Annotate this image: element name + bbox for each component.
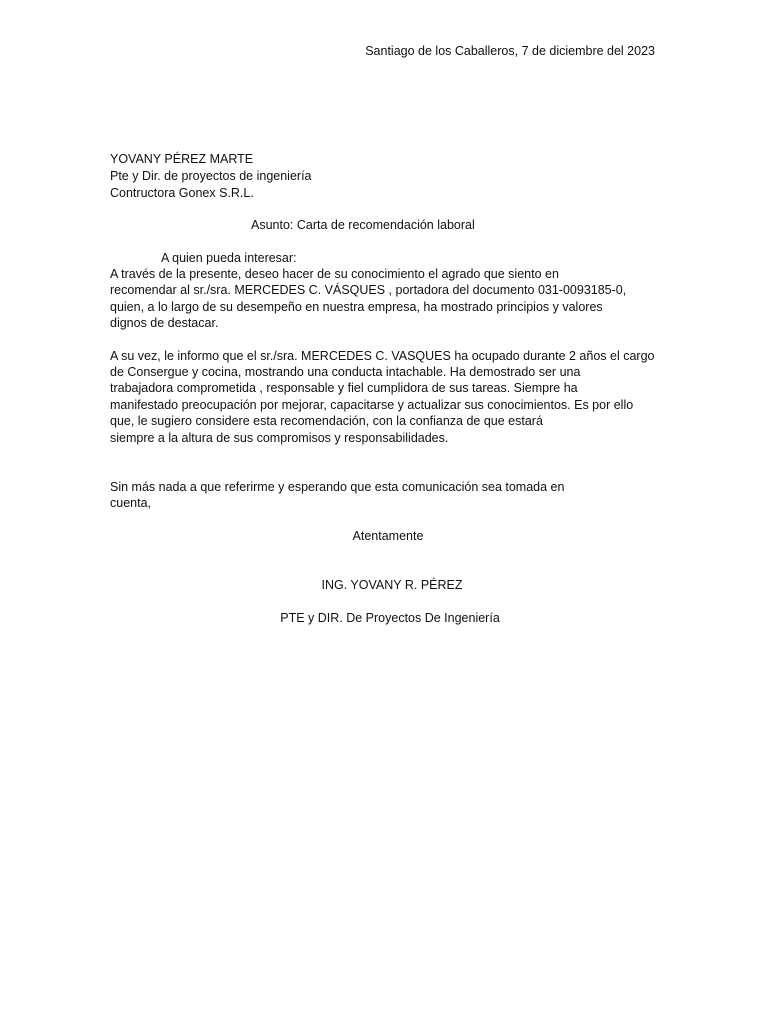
paragraph-line: que, le sugiero considere esta recomendación, con la confianza de que estará (110, 414, 543, 428)
paragraph-line: Sin más nada a que referirme y esperando que esta comunicación sea tomada en (110, 480, 565, 494)
recipient-position: Pte y Dir. de proyectos de ingeniería (110, 169, 312, 183)
recipient-company: Contructora Gonex S.R.L. (110, 186, 254, 200)
paragraph-line: siempre a la altura de sus compromisos y responsabilidades. (110, 431, 449, 445)
paragraph-line: quien, a lo largo de su desempeño en nuestra empresa, ha mostrado principios y valores (110, 300, 603, 314)
closing: Atentamente (352, 529, 424, 543)
paragraph-line: manifestado preocupación por mejorar, capacitarse y actualizar sus conocimientos. Es por ello (110, 398, 634, 412)
signer-name: ING. YOVANY R. PÉREZ (321, 578, 463, 592)
paragraph-line: recomendar al sr./sra. MERCEDES C. VÁSQUES , portadora del documento 031-0093185-0, (110, 283, 627, 297)
signer-title: PTE y DIR. De Proyectos De Ingeniería (280, 611, 500, 625)
paragraph-line: trabajadora comprometida , responsable y fiel cumplidora de sus tareas. Siempre ha (110, 381, 578, 395)
paragraph-line: A través de la presente, deseo hacer de su conocimiento el agrado que siento en (110, 267, 559, 281)
paragraph-line: A su vez, le informo que el sr./sra. MERCEDES C. VASQUES ha ocupado durante 2 años el cargo (110, 349, 655, 363)
paragraph-line: cuenta, (110, 496, 152, 510)
date-line: Santiago de los Caballeros, 7 de diciembre del 2023 (365, 44, 655, 58)
subject-line: Asunto: Carta de recomendación laboral (251, 218, 475, 232)
paragraph-line: de Consergue y cocina, mostrando una conducta intachable. Ha demostrado ser una (110, 365, 581, 379)
paragraph-line: dignos de destacar. (110, 316, 219, 330)
recipient-name: YOVANY PÉREZ MARTE (110, 152, 254, 166)
greeting: A quien pueda interesar: (161, 251, 297, 265)
